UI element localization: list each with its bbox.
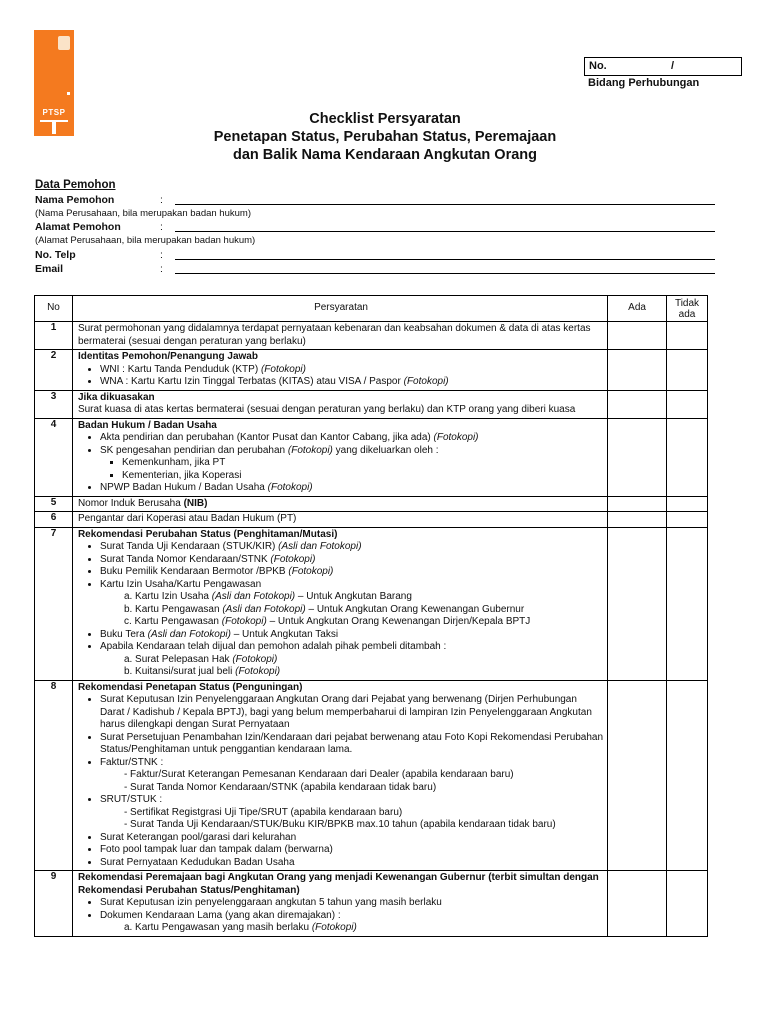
row-number: 7 bbox=[35, 527, 73, 680]
sub-list-item: ▪ Kemenkunham, jika PT bbox=[122, 457, 604, 470]
sub-list-item: - Sertifikat Registgrasi Uji Tipe/SRUT (apabila kendaraan baru) bbox=[124, 807, 604, 820]
list-item: • Dokumen Kendaraan Lama (yang akan diremajakan) : a. Kartu Pengawasan yang masih berlaku (Fotokopi) bbox=[100, 910, 604, 935]
ada-checkbox[interactable] bbox=[608, 512, 667, 528]
sub-list-item: - Surat Tanda Uji Kendaraan/STUK/Buku KIR/BPKB max.10 tahun (apabila kendaraan tidak baru) bbox=[124, 819, 604, 832]
number-label: No. bbox=[589, 60, 607, 72]
row-number: 2 bbox=[35, 350, 73, 391]
requirement-cell: Nomor Induk Berusaha (NIB) bbox=[72, 496, 607, 512]
requirement-cell bbox=[72, 418, 607, 496]
list-item: • Surat Pernyataan Kedudukan Badan Usaha bbox=[100, 857, 604, 870]
name-label: Nama Pemohon bbox=[35, 194, 115, 206]
row-number: 9 bbox=[35, 871, 73, 937]
email-field[interactable] bbox=[175, 273, 715, 274]
list-item: • Surat Persetujuan Penambahan Izin/Kendaraan dari pejabat berwenang atau Foto Kopi Rekomendasi Perubahan Status/Penghitaman untuk penggantian kendaraan lama. bbox=[100, 732, 604, 757]
checklist-table bbox=[34, 295, 708, 937]
sub-list-item: b. Kartu Pengawasan (Asli dan Fotokopi) – Untuk Angkutan Orang Kewenangan Gubernur bbox=[123, 603, 525, 615]
address-field[interactable] bbox=[175, 231, 715, 232]
number-separator: / bbox=[671, 60, 675, 72]
division-label: Bidang Perhubungan bbox=[588, 77, 700, 89]
table-row bbox=[35, 527, 708, 680]
row-number: 6 bbox=[35, 512, 73, 528]
tidak-ada-checkbox[interactable] bbox=[667, 527, 708, 680]
row-number: 1 bbox=[35, 322, 73, 350]
sub-list-item: a. Surat Pelepasan Hak (Fotokopi) bbox=[123, 653, 278, 665]
address-colon: : bbox=[160, 221, 163, 233]
phone-colon: : bbox=[160, 249, 163, 261]
email-label: Email bbox=[35, 263, 64, 275]
title-line-2: Penetapan Status, Perubahan Status, Peremajaan bbox=[213, 129, 557, 145]
requirement-text: Surat permohonan yang didalamnya terdapat pernyataan kebenaran dan keabsahan dokumen & data di atas kertas bermaterai (sesuai dengan peraturan yang berlaku) bbox=[72, 322, 607, 350]
tidak-ada-checkbox[interactable] bbox=[667, 390, 708, 418]
list-item: • Buku Pemilik Kendaraan Bermotor /BPKB (Fotokopi) bbox=[100, 566, 604, 579]
table-row bbox=[35, 350, 708, 391]
requirement-text: Surat kuasa di atas kertas bermaterai (sesuai dengan peraturan yang berlaku) dan KTP orang yang diberi kuasa bbox=[77, 404, 576, 415]
dki-seal-icon bbox=[58, 36, 70, 50]
sub-list-item: a. Kartu Izin Usaha (Asli dan Fotokopi) – Untuk Angkutan Barang bbox=[123, 591, 412, 602]
title-line-3: dan Balik Nama Kendaraan Angkutan Orang bbox=[232, 147, 538, 163]
sub-list-item: b. Kuitansi/surat jual beli (Fotokopi) bbox=[123, 666, 281, 677]
list-item: • Kartu Izin Usaha/Kartu Pengawasan a. Kartu Izin Usaha (Asli dan Fotokopi) – Untuk Angkutan Barang b. Kartu Pengawasan (Asli dan Fotokopi) – Untuk Angkutan Orang Kewenangan Gubernur c. Kartu Pengawasan (Fotokopi) – Untuk Angkutan Orang Kewenangan Dirjen/Kepala BPTJ bbox=[100, 579, 604, 629]
tidak-ada-checkbox[interactable] bbox=[667, 322, 708, 350]
list-item: • Foto pool tampak luar dan tampak dalam (berwarna) bbox=[100, 844, 604, 857]
ada-checkbox[interactable] bbox=[608, 680, 667, 871]
list-item: • Surat Keputusan izin penyelenggaraan angkutan 5 tahun yang masih berlaku bbox=[100, 897, 604, 910]
row-number: 3 bbox=[35, 390, 73, 418]
ada-checkbox[interactable] bbox=[608, 418, 667, 496]
list-item: • NPWP Badan Hukum / Badan Usaha (Fotokopi) bbox=[100, 482, 604, 495]
list-item: • WNI : Kartu Tanda Penduduk (KTP) (Fotokopi) bbox=[100, 364, 604, 377]
sub-list-item: - Faktur/Surat Keterangan Pemesanan Kendaraan dari Dealer (apabila kendaraan baru) bbox=[124, 769, 604, 782]
row-number: 5 bbox=[35, 496, 73, 512]
list-item: • SRUT/STUK : - Sertifikat Registgrasi Uji Tipe/SRUT (apabila kendaraan baru) - Surat Tanda Uji Kendaraan/STUK/Buku KIR/BPKB max.10 tahun (apabila kendaraan tidak baru) bbox=[100, 794, 604, 832]
requirement-cell bbox=[72, 871, 607, 937]
sub-list-item: a. Kartu Pengawasan yang masih berlaku (Fotokopi) bbox=[123, 922, 357, 933]
name-colon: : bbox=[160, 194, 163, 206]
list-item: • Faktur/STNK : - Faktur/Surat Keterangan Pemesanan Kendaraan dari Dealer (apabila kendaraan baru) - Surat Tanda Nomor Kendaraan/STNK (apabila kendaraan tidak baru) bbox=[100, 757, 604, 795]
ada-checkbox[interactable] bbox=[608, 350, 667, 391]
tidak-ada-checkbox[interactable] bbox=[667, 871, 708, 937]
requirement-cell bbox=[72, 680, 607, 871]
table-row bbox=[35, 512, 708, 528]
row-number: 8 bbox=[35, 680, 73, 871]
tidak-ada-checkbox[interactable] bbox=[667, 350, 708, 391]
list-item: • WNA : Kartu Kartu Izin Tinggal Terbatas (KITAS) atau VISA / Paspor (Fotokopi) bbox=[100, 376, 604, 389]
ada-checkbox[interactable] bbox=[608, 496, 667, 512]
name-note: (Nama Perusahaan, bila merupakan badan hukum) bbox=[35, 208, 251, 219]
list-item: • Akta pendirian dan perubahan (Kantor Pusat dan Kantor Cabang, jika ada) (Fotokopi) bbox=[100, 432, 604, 445]
ada-checkbox[interactable] bbox=[608, 322, 667, 350]
table-row bbox=[35, 322, 708, 350]
table-row bbox=[35, 680, 708, 871]
sub-list-item: ▪ Kementerian, jika Koperasi bbox=[122, 470, 604, 483]
logo-dot bbox=[67, 92, 70, 95]
requirement-title: Rekomendasi Perubahan Status (Penghitaman/Mutasi) bbox=[77, 528, 338, 540]
list-item: • Surat Tanda Nomor Kendaraan/STNK (Fotokopi) bbox=[100, 554, 604, 567]
list-item: • SK pengesahan pendirian dan perubahan (Fotokopi) yang dikeluarkan oleh : ▪ Kemenkunham, jika PT ▪ Kementerian, jika Koperasi bbox=[100, 445, 604, 483]
table-row bbox=[35, 390, 708, 418]
logo-text: PTSP bbox=[42, 108, 66, 117]
requirement-title: Identitas Pemohon/Penangung Jawab bbox=[77, 351, 258, 362]
phone-label: No. Telp bbox=[35, 249, 76, 261]
title-line-1: Checklist Persyaratan bbox=[309, 111, 461, 127]
sub-list-item: c. Kartu Pengawasan (Fotokopi) – Untuk Angkutan Orang Kewenangan Dirjen/Kepala BPTJ bbox=[123, 616, 531, 627]
requirement-title: Jika dikuasakan bbox=[77, 391, 155, 403]
name-field[interactable] bbox=[175, 204, 715, 205]
tidak-ada-checkbox[interactable] bbox=[667, 418, 708, 496]
tidak-ada-checkbox[interactable] bbox=[667, 680, 708, 871]
table-row bbox=[35, 418, 708, 496]
requirement-text: Pengantar dari Koperasi atau Badan Hukum (PT) bbox=[72, 512, 607, 528]
requirement-cell bbox=[72, 390, 607, 418]
requirement-title: Rekomendasi Penetapan Status (Penguningan) bbox=[77, 681, 303, 693]
header-requirement: Persyaratan bbox=[72, 296, 607, 322]
requirement-title: Rekomendasi Peremajaan bagi Angkutan Orang yang menjadi Kewenangan Gubernur (terbit simultan dengan Rekomendasi Perubahan Status/Penghitaman) bbox=[77, 872, 599, 896]
list-item: • Surat Tanda Uji Kendaraan (STUK/KIR) (Asli dan Fotokopi) bbox=[100, 541, 604, 554]
section-data-pemohon: Data Pemohon bbox=[35, 179, 116, 191]
address-label: Alamat Pemohon bbox=[35, 221, 121, 233]
row-number: 4 bbox=[35, 418, 73, 496]
email-colon: : bbox=[160, 263, 163, 275]
address-note: (Alamat Perusahaan, bila merupakan badan hukum) bbox=[35, 235, 256, 246]
list-item: • Buku Tera (Asli dan Fotokopi) – Untuk Angkutan Taksi bbox=[100, 629, 604, 642]
document-number-box bbox=[584, 57, 742, 76]
table-header-row bbox=[35, 296, 708, 322]
table-row bbox=[35, 496, 708, 512]
requirement-cell bbox=[72, 350, 607, 391]
header-ada: Ada bbox=[608, 296, 667, 322]
phone-field[interactable] bbox=[175, 259, 715, 260]
ada-checkbox[interactable] bbox=[608, 390, 667, 418]
list-item: • Surat Keputusan Izin Penyelenggaraan Angkutan Orang dari Pejabat yang berwenang (Dirjen Perhubungan Darat / Kadishub / Kepala BPTJ), bagi yang belum memperbaharui di lampiran Izin Penyelenggaraan Angkutan harus dilengkapi dengan Surat Pernyataan bbox=[100, 694, 604, 732]
requirement-cell bbox=[72, 527, 607, 680]
list-item: • Surat Keterangan pool/garasi dari kelurahan bbox=[100, 832, 604, 845]
header-no: No bbox=[35, 296, 73, 322]
list-item: • Apabila Kendaraan telah dijual dan pemohon adalah pihak pembeli ditambah : a. Surat Pelepasan Hak (Fotokopi) b. Kuitansi/surat jual beli (Fotokopi) bbox=[100, 641, 604, 679]
sub-list-item: - Surat Tanda Nomor Kendaraan/STNK (apabila kendaraan tidak baru) bbox=[124, 782, 604, 795]
ada-checkbox[interactable] bbox=[608, 871, 667, 937]
header-tidak-ada: Tidak ada bbox=[667, 296, 708, 322]
table-row bbox=[35, 871, 708, 937]
ada-checkbox[interactable] bbox=[608, 527, 667, 680]
tidak-ada-checkbox[interactable] bbox=[667, 496, 708, 512]
requirement-title: Badan Hukum / Badan Usaha bbox=[77, 419, 217, 431]
tidak-ada-checkbox[interactable] bbox=[667, 512, 708, 528]
